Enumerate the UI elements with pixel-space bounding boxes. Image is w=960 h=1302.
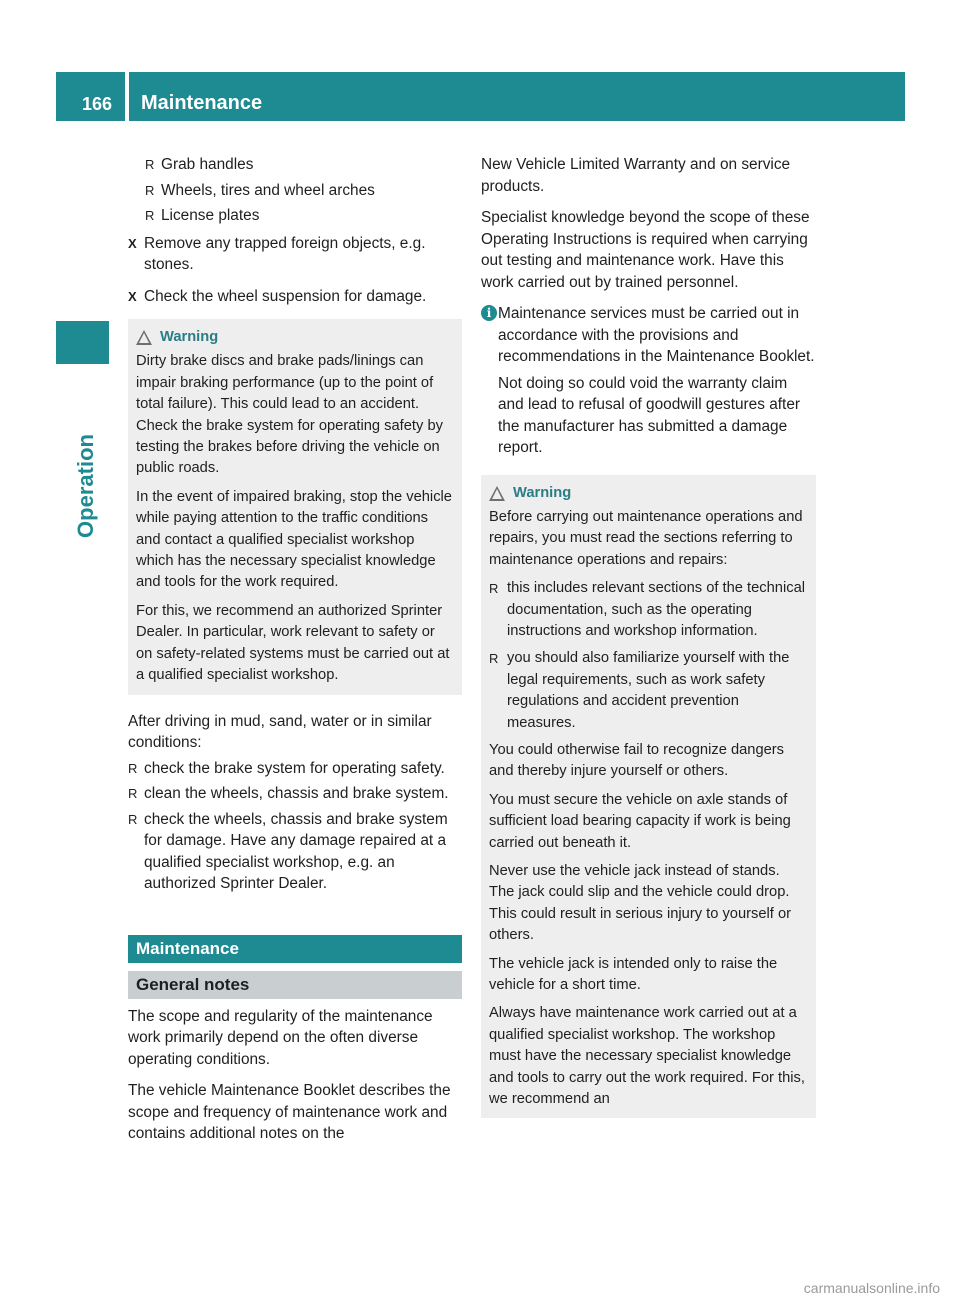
warning-paragraph: For this, we recommend an authorized Sprinter Dealer. In particular, work relevant to safety or on safety-related systems must be carried out at a qualified specialist workshop. <box>136 602 450 684</box>
info-paragraph: Not doing so could void the warranty claim and lead to refusal of goodwill gestures after the manufacturer has submitted a damage report. <box>498 374 801 456</box>
section-heading: Maintenance <box>128 935 462 963</box>
right-column <box>481 154 816 1134</box>
warning-paragraph: You must secure the vehicle on axle stands of sufficient load bearing capacity if work is being carried out beneath it. <box>489 791 791 851</box>
paragraph: The vehicle Maintenance Booklet describes the scope and frequency of maintenance work and contains additional notes on the <box>128 1082 451 1142</box>
paragraph: Specialist knowledge beyond the scope of these Operating Instructions is required when carrying out testing and maintenance work. Have this work carried out by trained personnel. <box>481 209 810 291</box>
subsection-heading: General notes <box>128 971 462 999</box>
list-item: R clean the wheels, chassis and brake system. <box>128 783 462 805</box>
watermark: carmanualsonline.info <box>803 1280 940 1296</box>
info-paragraph: Maintenance services must be carried out in accordance with the provisions and recommendations in the Maintenance Booklet. <box>498 305 815 365</box>
list-item: R Wheels, tires and wheel arches <box>145 180 462 202</box>
step-item: X Remove any trapped foreign objects, e.g. stones. <box>128 233 462 276</box>
paragraph: The scope and regularity of the maintenance work primarily depend on the often diverse operating conditions. <box>128 1007 433 1068</box>
page-number: 166 <box>82 94 113 114</box>
list-item: R this includes relevant sections of the technical documentation, such as the operating instructions and workshop information. <box>489 578 808 642</box>
warning-heading <box>489 483 808 504</box>
warning-triangle-icon <box>136 330 152 345</box>
warning-paragraph: Dirty brake discs and brake pads/linings can impair braking performance (up to the point of total failure). This could lead to an accident. Check the brake system for operating safety by testing the brakes before driving the vehicle on public roads. <box>136 353 443 477</box>
warning-box <box>128 319 462 695</box>
chapter-title: Maintenance <box>141 92 263 114</box>
warning-paragraph: Never use the vehicle jack instead of stands. The jack could slip and the vehicle could drop. This could result in serious injury to yourself or others. <box>489 863 792 944</box>
list-item: R check the wheels, chassis and brake system for damage. Have any damage repaired at a qualified specialist workshop, e.g. an authorized Sprinter Dealer. <box>128 809 462 895</box>
step-item: X Check the wheel suspension for damage. <box>128 286 462 308</box>
list-item: R you should also familiarize yourself with the legal requirements, such as work safety regulations and accident prevention measures. <box>489 648 808 734</box>
chapter-header-bar <box>129 72 905 121</box>
info-icon: i <box>481 305 497 321</box>
warning-paragraph: Before carrying out maintenance operations and repairs, you must read the sections referring to maintenance operations and repairs: <box>489 508 803 568</box>
left-column <box>128 154 462 1155</box>
warning-paragraph: The vehicle jack is intended only to raise the vehicle for a short time. <box>489 955 778 994</box>
paragraph: New Vehicle Limited Warranty and on service products. <box>481 156 791 195</box>
warning-heading <box>136 327 454 348</box>
warning-paragraph: Always have maintenance work carried out at a qualified specialist workshop. The workshop must have the necessary specialist knowledge and tools to carry out the work required. For this, we recommend an <box>489 1005 805 1108</box>
list-item: R Grab handles <box>145 154 462 176</box>
list-item: R check the brake system for operating safety. <box>128 758 462 780</box>
warning-paragraph: You could otherwise fail to recognize dangers and thereby injure yourself or others. <box>489 741 785 780</box>
section-side-label: Operation <box>73 434 98 538</box>
warning-triangle-icon <box>489 486 505 501</box>
page-number-bar <box>56 72 125 121</box>
warning-title: Warning <box>160 329 219 345</box>
info-note <box>481 303 816 459</box>
side-tab-marker <box>56 321 109 364</box>
warning-box <box>481 475 816 1119</box>
warning-paragraph: In the event of impaired braking, stop the vehicle while paying attention to the traffic conditions and contact a qualified specialist workshop which has the necessary specialist knowledge and tools for the work required. <box>136 488 452 591</box>
paragraph: After driving in mud, sand, water or in similar conditions: <box>128 712 432 751</box>
warning-title: Warning <box>513 484 572 501</box>
list-item: R License plates <box>145 205 462 227</box>
